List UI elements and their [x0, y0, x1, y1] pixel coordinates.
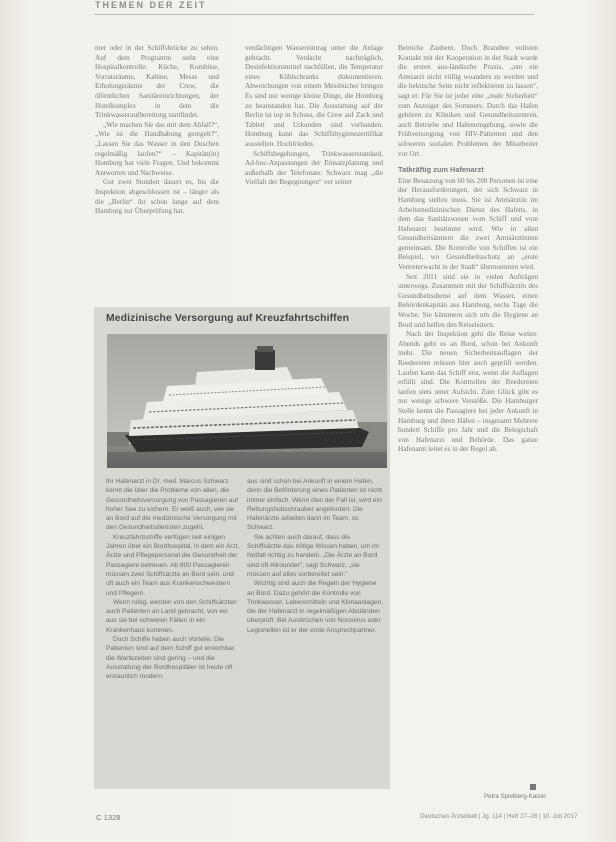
article-column-3 — [398, 44, 538, 790]
paragraph: verdächtigen Wassereintrag unter die Anlage gebracht. Verdacht nachträglich, Desinfektionsmittel nachfüllen, die Temperatur eines Kühlschranks dokumentieren. Abweichungen von einem Messbücher bringen Es sind nur wenige kleine Dinge, die Homburg zu beanstanden hat. Die Ausstattung auf der Berlin ist top in Schuss, die Crew auf Zack und Tablett und Urkunden sind vorhanden. Homburg kann das Schiffshygienezertifikat ausstellen. Hochfrieden. — [245, 44, 383, 148]
paragraph: Sie achten auch darauf, dass die Schiffsärzte das nötige Wissen haben, um im Notfall richtig zu handeln. „Die Ärzte an Bord sind oft Allrounder“, sagt Schwarz, „sie müssen auf alles vorbereitet sein.“ — [247, 533, 379, 578]
paragraph: Ihr Hafenarzt in Dr. med. Marcus Schwarz kennt die über die Probleme von allen, die Gesundheitsversorgung von Passagieren auf hoher See zu sichern. Er weiß auch, wie sie an Bord auf die medizinische Versorgung mit den Gesundheitsdiensten zugeht. — [106, 478, 238, 532]
end-mark-icon — [530, 784, 536, 790]
article-column-1 — [95, 44, 219, 290]
paragraph: Gut zwei Stunden dauert es, bis die Inspektion abgeschlossen ist – länger als die „Berlin“ ihr schon lange auf dem Hamburg zur Überprüfung hat. — [95, 178, 219, 216]
paragraph: Bereiche Zaubern. Doch Brandtee vollsten Kontakt mit der Kooperation in der Stadt wurde die ersten aus-ländische Praxis, „um ein Amtsarzt nicht völlig woanders zu werden und die hektische Seite nicht reflektieren zu lassen“, sagt er. Für Sie ist jeder eine „reale Sicherheit“ zum Anzeiger des Sommers. Durch das Hafen gehören zu Kliniken und Gesundheitszentren, auch Betriebe und Hafenumgebung, sowie die Frühversorgung von HIV-Patienten und den schweren sozialen Problemen der Mitarbeiter vor Ort. — [398, 44, 538, 158]
info-box-column-1 — [106, 477, 240, 782]
ship-image — [107, 334, 387, 468]
paragraph: mer oder in der Schiffsbrücke zu sehen. Auf dem Programm steht eine Hospitalkontrolle: Küche, Kombüse, Vorratsräume, Kabine, Messe und Erholungsräume der Crew, die öffentlichen Sanitäreinrichtungen, der Hotelkomplex in dem die Trinkwasseraufbereitung stattfindet. — [95, 44, 219, 120]
paragraph: Nach der Inspektion geht die Reise weiter. Abends geht es an Bord, schon bei Ankunft mehr. Die neuen Sicherheitsauflagen der Reedereien müssen hier auch geprüft werden. Laufen kann das Schiff erst, wenn die Auflagen erfüllt sind. Die Kontrollen der Reedereien laufen stets unter Aufsicht. Zum Glück gibt es nur wenige schwere Verstöße. Die Hamburger Stelle kennt die Passagiere bei jeder Ankunft in Hamburg und ihren Häfen – insgesamt Mehrere hundert Schiffe pro Jahr und die Belegschaft von Hafenarzt und Behörde. Das ganze Hafenamt leitet es in der Regel ab. — [398, 330, 538, 454]
paragraph: Wenn nötig, werden von den Schiffsärzten auch Patienten an Land gebracht, von wo aus sie bei schweren Fällen in ein Krankenhaus kommen. — [106, 598, 237, 634]
paragraph: Seit 2011 sind sie in vielen Aufträgen unterwegs. Zusammen mit der Schiffsärztin des Gesundheitsdienst auf dem Wasser, einen Behördenkapitän aus Hamburg, sechs Tage die Woche. Sie kümmern sich um die Hygiene an Bord und helfen den Reiseleitern. — [398, 272, 538, 329]
subheading: Tatkräftig zum Hafenarzt — [398, 165, 484, 175]
header-rule — [94, 14, 534, 15]
publication-info: Deutsches Ärzteblatt | Jg. 114 | Heft 27–28 | 10. Juli 2017 — [420, 813, 578, 820]
paragraph: Doch Schiffe haben auch Vorteile: Die Patienten sind auf dem Schiff gut erreichbar, die Wartezeiten sind gering – und die Ausstattung der Bordhospitäler ist heute oft erstaunlich modern. — [106, 636, 236, 681]
info-box-column-2 — [247, 477, 384, 782]
paragraph: „Wie machen Sie das mit dem Abfall?“, „Wie ist die Handhabung geregelt?“, „Lassen Sie das Wasser in den Duschen regelmäßig laufen?“ – Kapitän(in) Homburg hat viele Fragen. Und bekommt Antworten und Nachweise. — [95, 120, 219, 177]
author-credit: Petra Spielberg-Kaiser — [484, 793, 547, 800]
paragraph: aus sind schon bei Ankunft in einem Hafen, denn die Beförderung eines Patienten ist nicht immer einfach. Wenn dies der Fall ist, wird ein Rettungshubschrauber angefordert. Die Hafenärzte arbeiten dann im Team, so Schwarz. — [247, 478, 382, 532]
paragraph: Eine Besatzung von 60 bis 200 Personen ist eine der Herausforderungen, der sich Schwarz in Hamburg stellen muss. Sie ist Amtsärztin im Arbeitsmedizinischen Dienst des Hafens, in dem das Sanitätswesen vom Schiff und vom Hafenarzt bestimmt wird. Wie in allen Gesundheitsämtern die zwei Amtsärztinnen gemeinsam. Die Kontrolle von Schiffen ist ein Beispiel, wo Gesundheitsschutz an „erste Vertreterwacht in der Stadt“ übernommen wird. — [398, 176, 538, 272]
info-box-title: Medizinische Versorgung auf Kreuzfahrtschiffen — [106, 313, 350, 324]
paragraph: Wichtig sind auch die Regeln der Hygiene an Bord. Dazu gehört die Kontrolle von Trinkwasser, Lebensmitteln und Klimaanlagen, die der Hafenarzt in regelmäßigen Abständen überprüft. Bei Ausbrüchen von Norovirus oder Legionellen ist er der erste Ansprechpartner. — [247, 580, 384, 634]
page-number: C 1328 — [96, 813, 121, 822]
cruise-ship-photo — [107, 334, 387, 468]
article-column-2 — [245, 44, 383, 294]
section-header: THEMEN DER ZEIT — [95, 0, 207, 10]
paragraph: Schiffsbegehungen, Trinkwasserstandard, Ad-hoc-Anpassungen der Einsatzplanung und außerhalb der Telefonate: Schwarz mag „die Vielfalt der Begegnungen“ ver seiner — [245, 149, 383, 187]
paragraph: Kreuzfahrtschiffe verfügen seit einigen Jahren über ein Bordhospital, in dem ein Arzt, Ärzte und Pflegepersonal die Gesundheit der Passagiere betreuen. Ab 800 Passagieren müssen zwei Schiffsärzte an Bord sein, und oft auch ein Team aus Krankenschwestern und Pflegern. — [106, 533, 240, 597]
